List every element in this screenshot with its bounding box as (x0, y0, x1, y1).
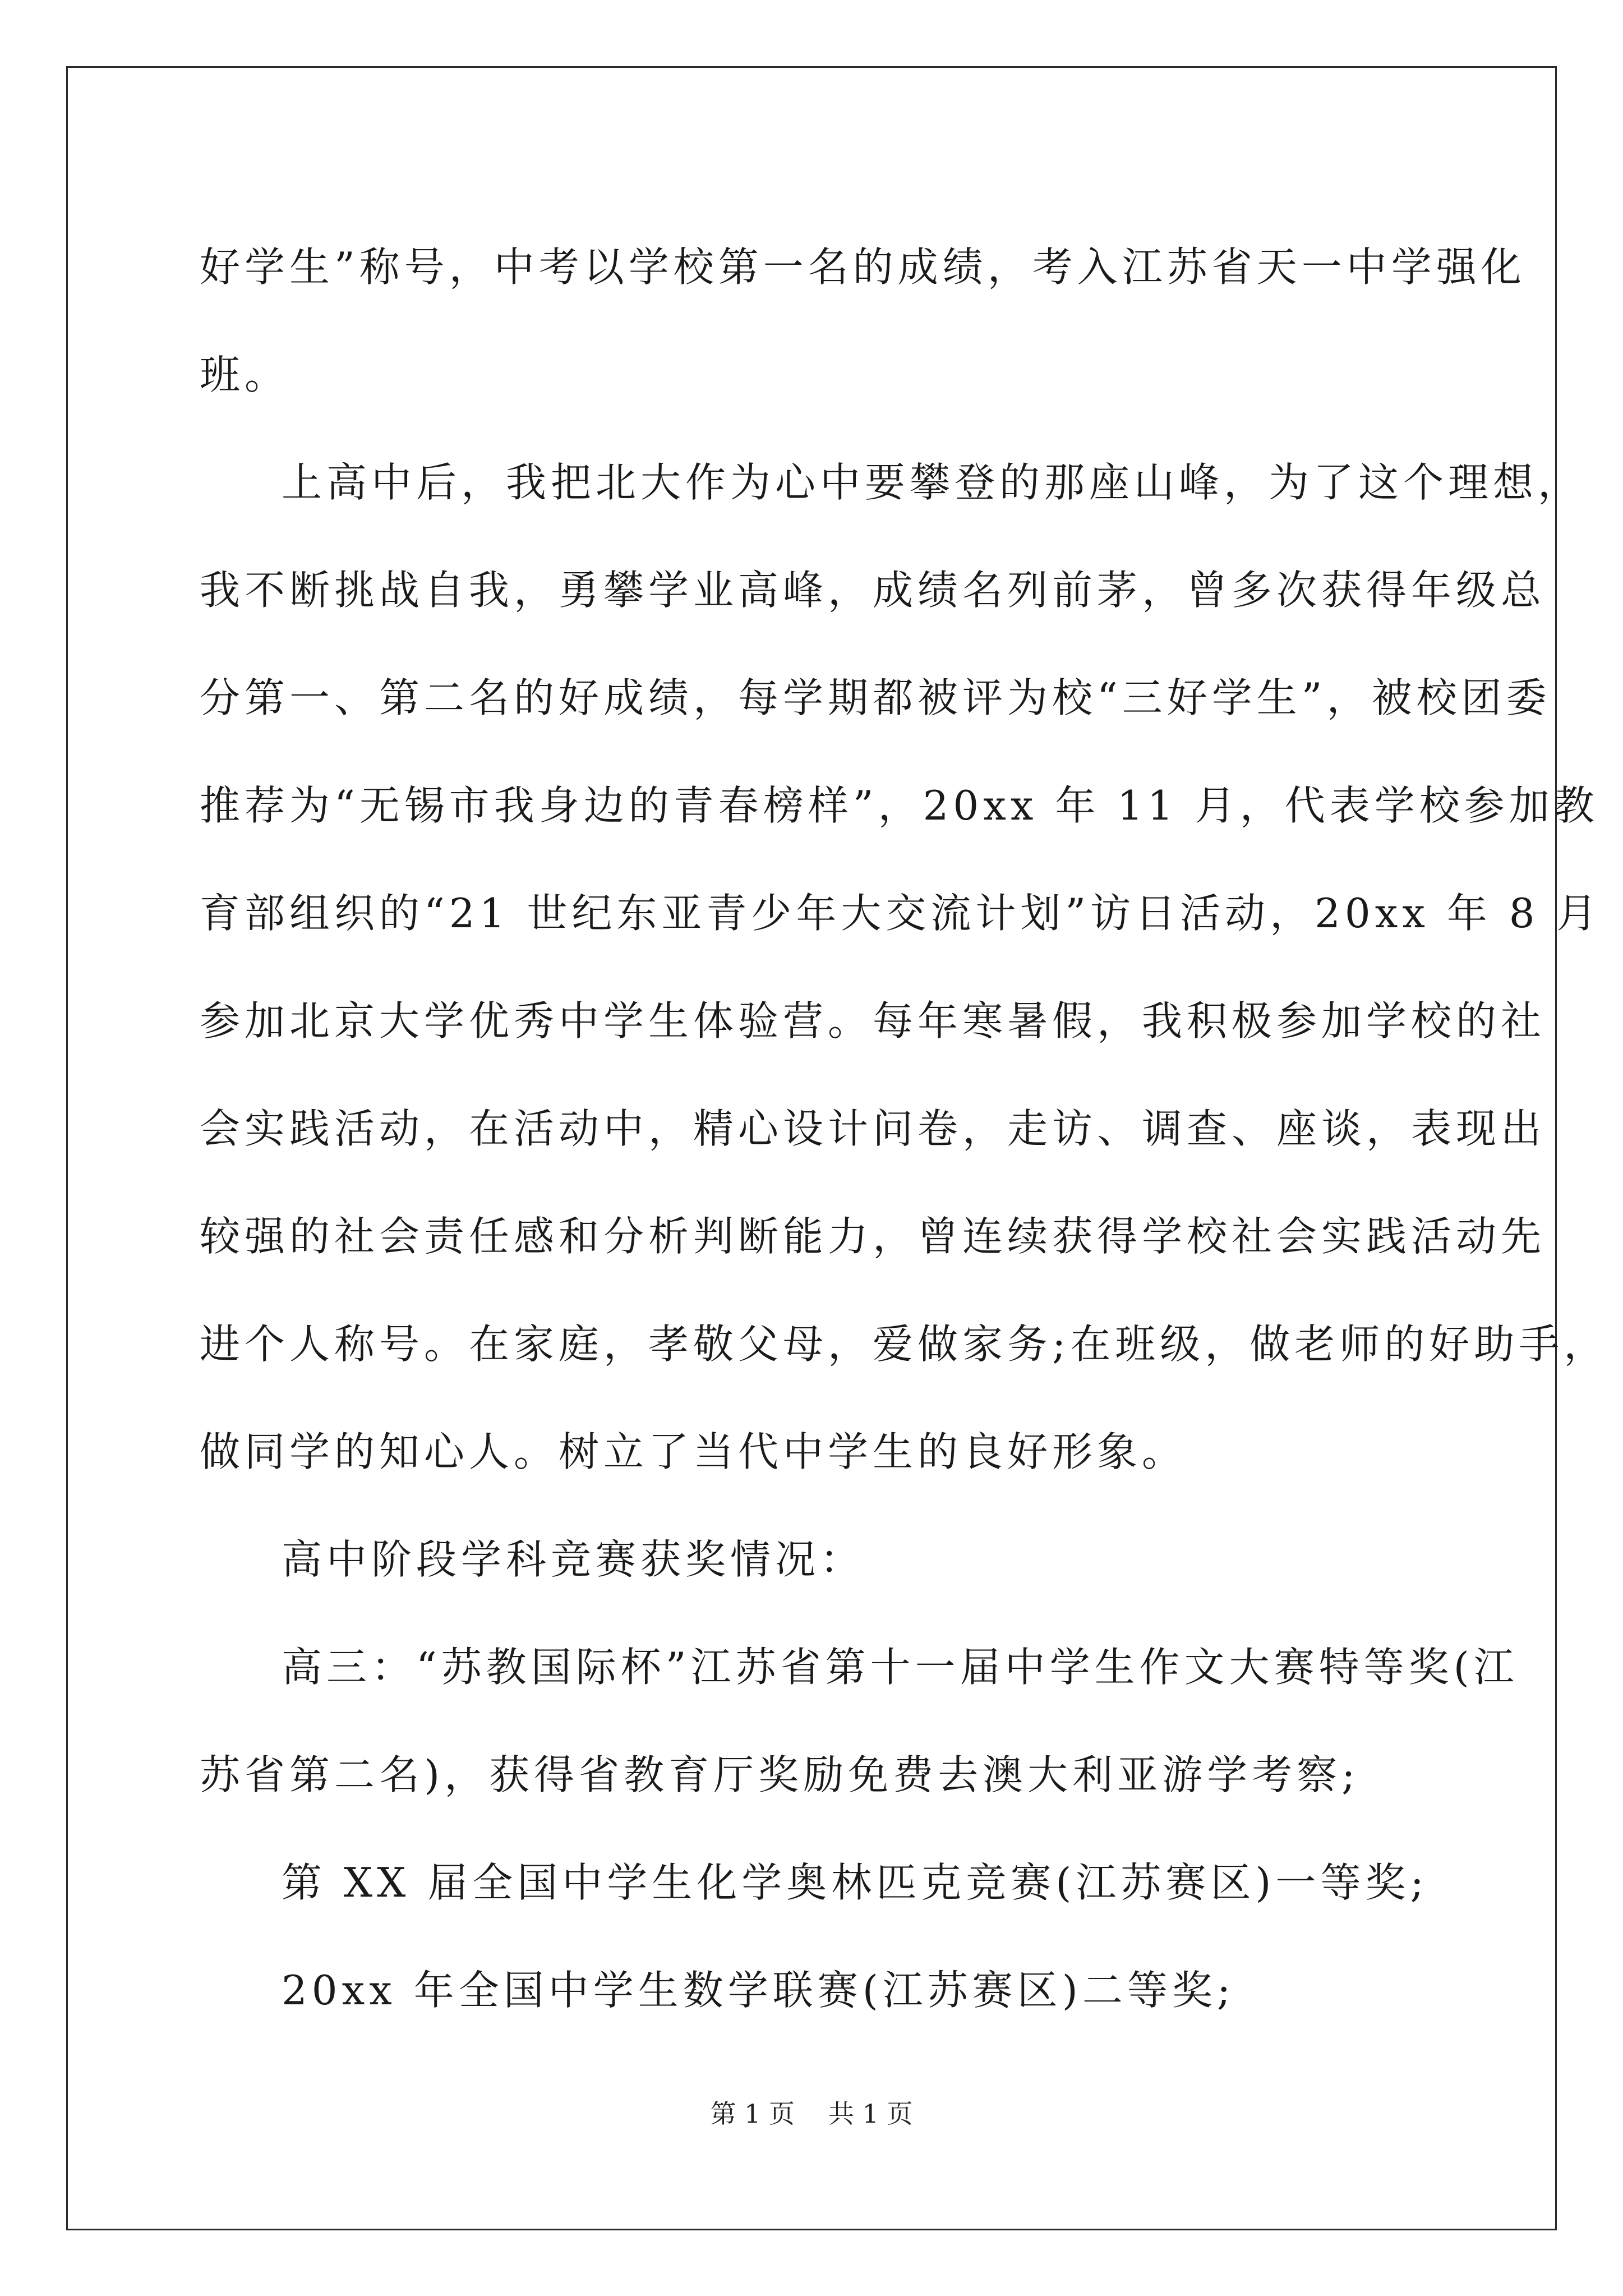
page-footer (0, 2097, 1623, 2131)
text-line: 好学生”称号，中考以学校第一名的成绩，考入江苏省天一中学强化 (200, 243, 1526, 291)
document-body (200, 213, 1609, 2044)
page-total: 共 1 页 (828, 2099, 913, 2129)
text-line: 我不断挑战自我，勇攀学业高峰，成绩名列前茅，曾多次获得年级总 (200, 567, 1546, 614)
text-line: 苏省第二名)，获得省教育厅奖励免费去澳大利亚游学考察; (200, 1751, 1360, 1798)
text-line: 参加北京大学优秀中学生体验营。每年寒暑假，我积极参加学校的社 (200, 997, 1546, 1045)
text-line: 做同学的知心人。树立了当代中学生的良好形象。 (200, 1428, 1187, 1475)
text-line: 会实践活动，在活动中，精心设计问卷，走访、调查、座谈，表现出 (200, 1105, 1546, 1152)
text-line: 班。 (200, 351, 290, 398)
text-line: 上高中后，我把北大作为心中要攀登的那座山峰，为了这个理想， (282, 459, 1583, 506)
text-line: 20xx 年全国中学生数学联赛(江苏赛区)二等奖; (282, 1967, 1235, 2014)
text-line: 高中阶段学科竞赛获奖情况： (282, 1536, 865, 1583)
text-line: 高三：“苏教国际杯”江苏省第十一届中学生作文大赛特等奖(江 (282, 1644, 1519, 1691)
text-line: 进个人称号。在家庭，孝敬父母，爱做家务;在班级，做老师的好助手， (200, 1320, 1609, 1368)
text-line: 推荐为“无锡市我身边的青春榜样”，20xx 年 11 月，代表学校参加教 (200, 782, 1599, 829)
text-line: 育部组织的“21 世纪东亚青少年大交流计划”访日活动，20xx 年 8 月 (200, 890, 1602, 937)
text-line: 较强的社会责任感和分析判断能力，曾连续获得学校社会实践活动先 (200, 1213, 1546, 1260)
page-number: 第 1 页 (710, 2099, 795, 2129)
text-line: 分第一、第二名的好成绩，每学期都被评为校“三好学生”，被校团委 (200, 674, 1551, 721)
text-line: 第 XX 届全国中学生化学奥林匹克竞赛(江苏赛区)一等奖; (282, 1859, 1428, 1906)
